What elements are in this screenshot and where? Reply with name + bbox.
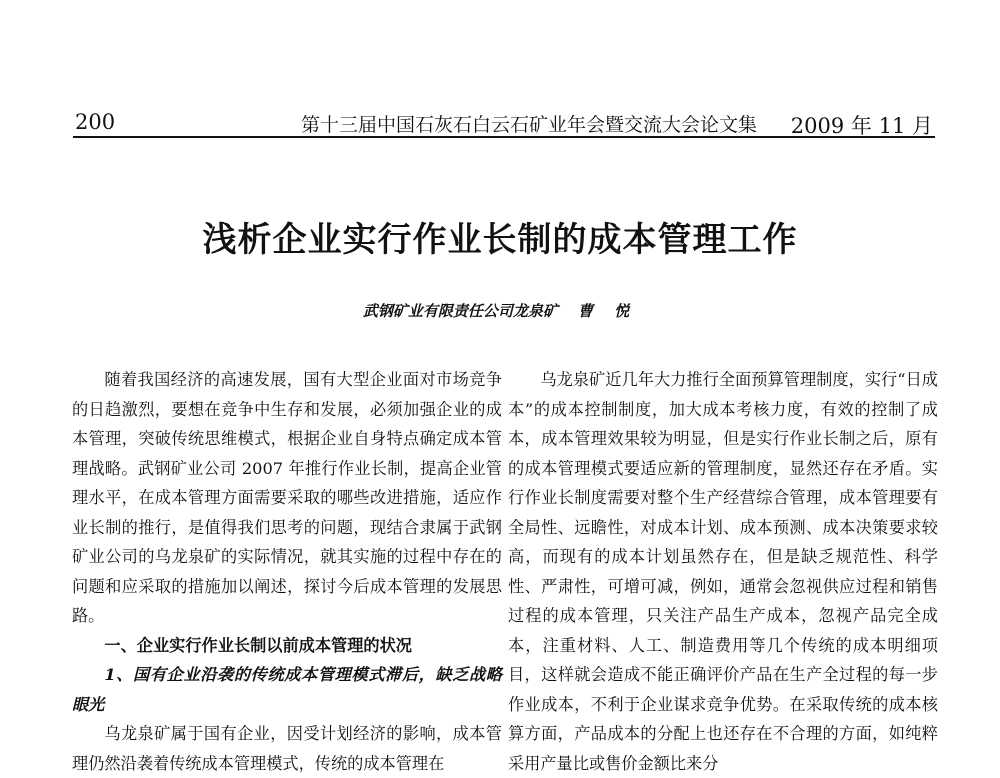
section-heading: 一、企业实行作业长制以前成本管理的状况 [104, 635, 412, 655]
running-header [73, 96, 935, 138]
journal-title: 第十三届中国石灰石白云石矿业年会暨交流大会论文集 [301, 114, 758, 136]
intro-paragraph: 随着我国经济的高速发展，国有大型企业面对市场竞争的日趋激烈，要想在竞争中生存和发展，必须加强企业的成本管理，突破传统思维模式，根据企业自身特点确定成本管理战略。武钢矿业公司 2007 年推行作业长制，提高企业管理水平，在成本管理方面需要采取的哪些改进措施，适应作业长制的推行，是值得我们思考的问题，现结合隶属于武钢矿业公司的乌龙泉矿的实际情况，就其实施的过程中存在的问题和应采取的措施加以阐述，探讨今后成本管理的发展思路。 [72, 370, 502, 625]
paper-title: 浅析企业实行作业长制的成本管理工作 [202, 220, 798, 260]
author-line [0, 300, 1000, 321]
right-column [508, 365, 938, 778]
author-name: 曹 悦 [577, 302, 638, 320]
author-affiliation: 武钢矿业有限责任公司龙泉矿 [362, 302, 558, 320]
body-paragraph: 乌龙泉矿近几年大力推行全面预算管理制度，实行“日成本”的成本控制制度，加大成本考核力度，有效的控制了成本，成本管理效果较为明显，但是实行作业长制之后，原有的成本管理模式要适应新的管理制度，显然还存在矛盾。实行作业长制度需要对整个生产经营综合管理，成本管理要有全局性、远瞻性，对成本计划、成本预测、成本决策要求较高，而现有的成本计划虽然存在，但是缺乏规范性、科学性、严肃性，可增可减，例如，通常会忽视供应过程和销售过程的成本管理，只关注产品生产成本，忽视产品完全成本，注重材料、人工、制造费用等几个传统的成本明细项目，这样就会造成不能正确评价产品在生产全过程的每一步作业成本，不利于企业谋求竞争优势。在采取传统的成本核算方面，产品成本的分配上也还存在不合理的方面，如纯粹采用产量比或售价金额比来分 [508, 370, 938, 773]
left-column [72, 365, 502, 778]
body-paragraph: 乌龙泉矿属于国有企业，因受计划经济的影响，成本管理仍然沿袭着传统成本管理模式，传统的成本管理在 [72, 724, 502, 773]
subsection-heading: 1、国有企业沿袭的传统成本管理模式滞后，缺乏战略眼光 [72, 665, 502, 714]
publication-date: 2009 年 11 月 [790, 114, 933, 138]
page-number: 200 [75, 110, 116, 134]
